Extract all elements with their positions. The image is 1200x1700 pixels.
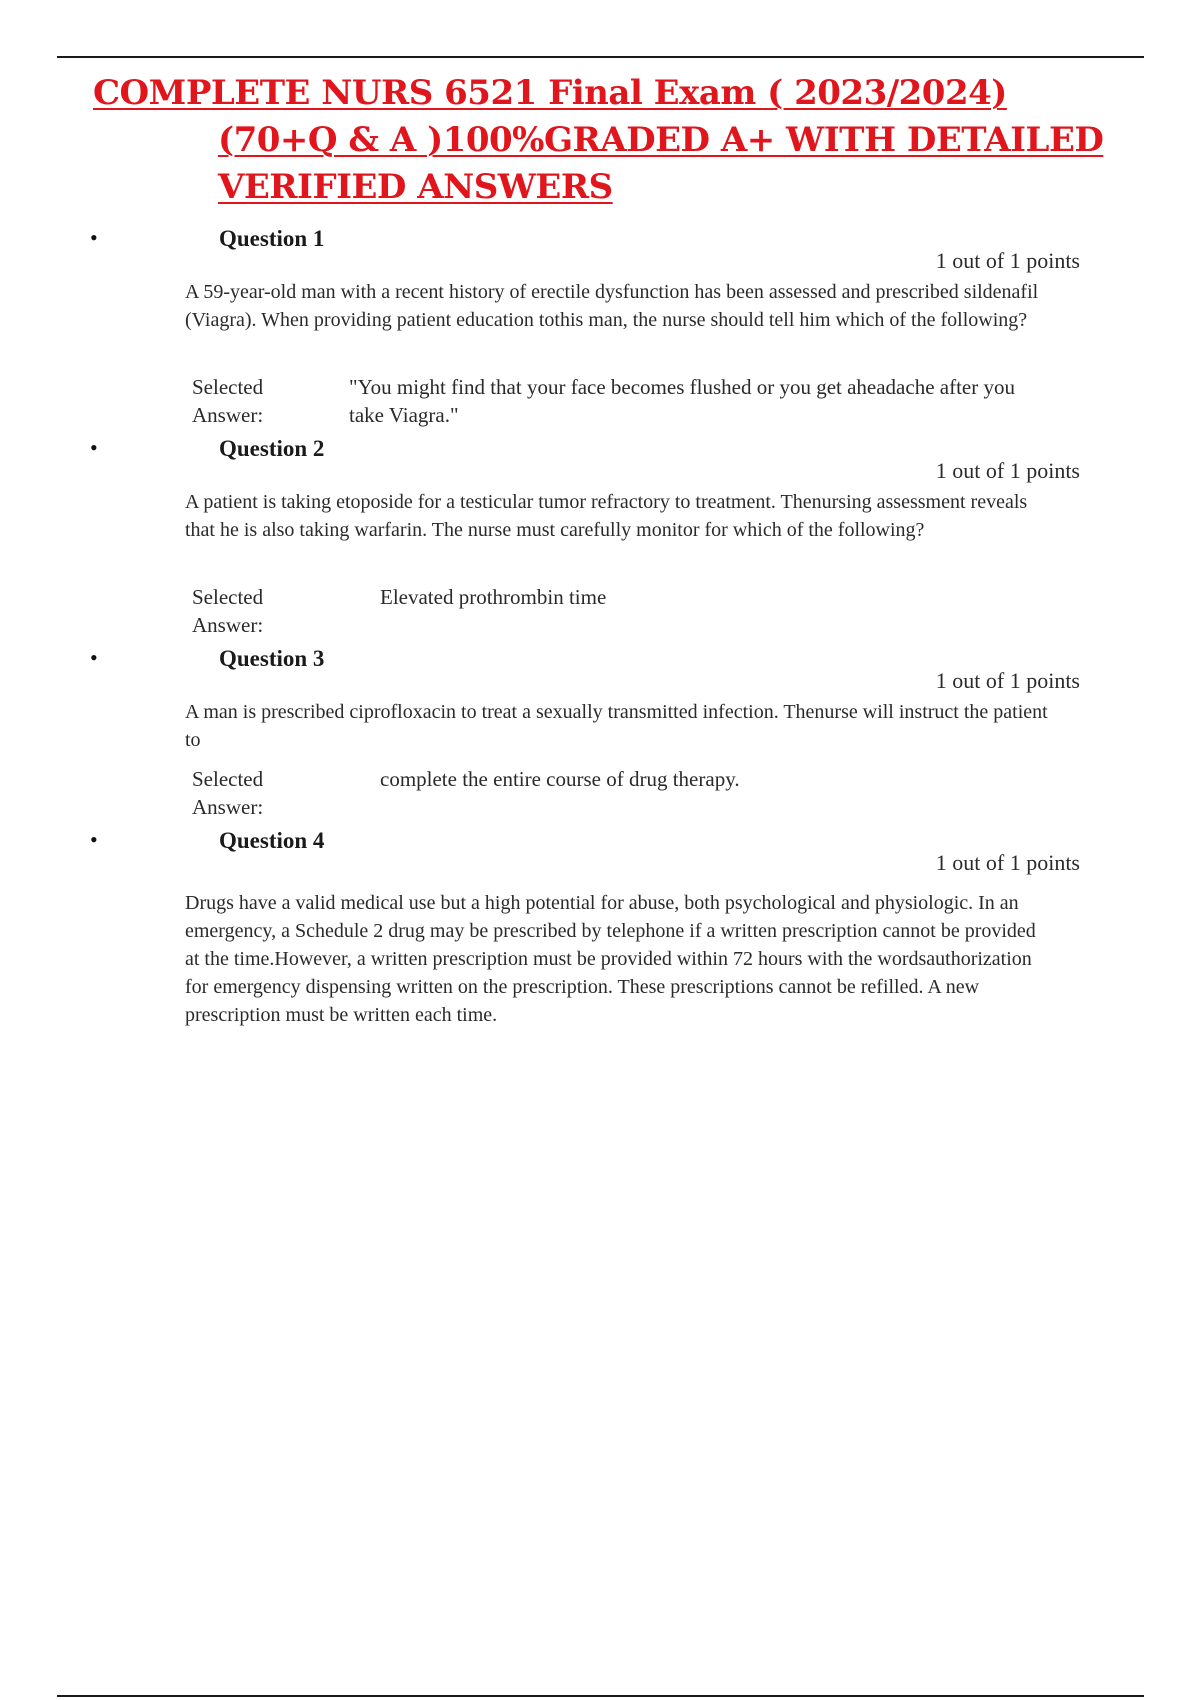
question-heading: Question 1 — [219, 226, 325, 251]
points-score: 1 out of 1 points — [935, 458, 1080, 483]
document-title — [93, 70, 1103, 211]
question-heading: Question 2 — [219, 436, 325, 461]
selected-answer: complete the entire course of drug therapy. — [380, 767, 740, 791]
selected-answer-label: Selected Answer: — [192, 767, 264, 819]
top-rule — [57, 56, 1144, 58]
points-score: 1 out of 1 points — [935, 668, 1080, 693]
selected-answer-label: Selected Answer: — [192, 375, 264, 427]
selected-answer: "You might find that your face becomes flushed or you get aheadache after you take Viagra." — [349, 375, 1015, 427]
title-line-3: VERIFIED ANSWERS — [218, 167, 613, 207]
bullet-icon: • — [90, 225, 98, 250]
selected-answer-label: Selected Answer: — [192, 585, 264, 637]
bottom-rule — [57, 1695, 1144, 1697]
question-text: A man is prescribed ciprofloxacin to treat a sexually transmitted infection. Thenurse will instruct the patient to — [185, 701, 1048, 751]
selected-answer: Elevated prothrombin time — [380, 585, 607, 609]
points-score: 1 out of 1 points — [935, 248, 1080, 273]
question-heading: Question 3 — [219, 646, 325, 671]
title-line-1: COMPLETE NURS 6521 Final Exam ( 2023/2024) — [93, 73, 1007, 113]
question-text: Drugs have a valid medical use but a high potential for abuse, both psychological and physiologic. In an emergency, a Schedule 2 drug may be prescribed by telephone if a written prescription cannot be provided at the time.However, a written prescription must be provided within 72 hours with the wordsauthorization for emergency dispensing written on the prescription. These prescriptions cannot be refilled. A new prescription must be written each time. — [185, 892, 1036, 1026]
bullet-icon: • — [90, 645, 98, 670]
question-heading: Question 4 — [219, 828, 325, 853]
question-text: A patient is taking etoposide for a testicular tumor refractory to treatment. Thenursing assessment reveals that he is also taking warfarin. The nurse must carefully monitor for which of the following? — [185, 491, 1028, 541]
bullet-icon: • — [90, 827, 98, 852]
points-score: 1 out of 1 points — [935, 850, 1080, 875]
title-line-2: (70+Q & A )100%GRADED A+ WITH DETAILED — [218, 120, 1104, 160]
bullet-icon: • — [90, 435, 98, 460]
question-text: A 59-year-old man with a recent history of erectile dysfunction has been assessed and prescribed sildenafil (Viagra). When providing patient education tothis man, the nurse should tell him which of the following? — [185, 281, 1039, 331]
